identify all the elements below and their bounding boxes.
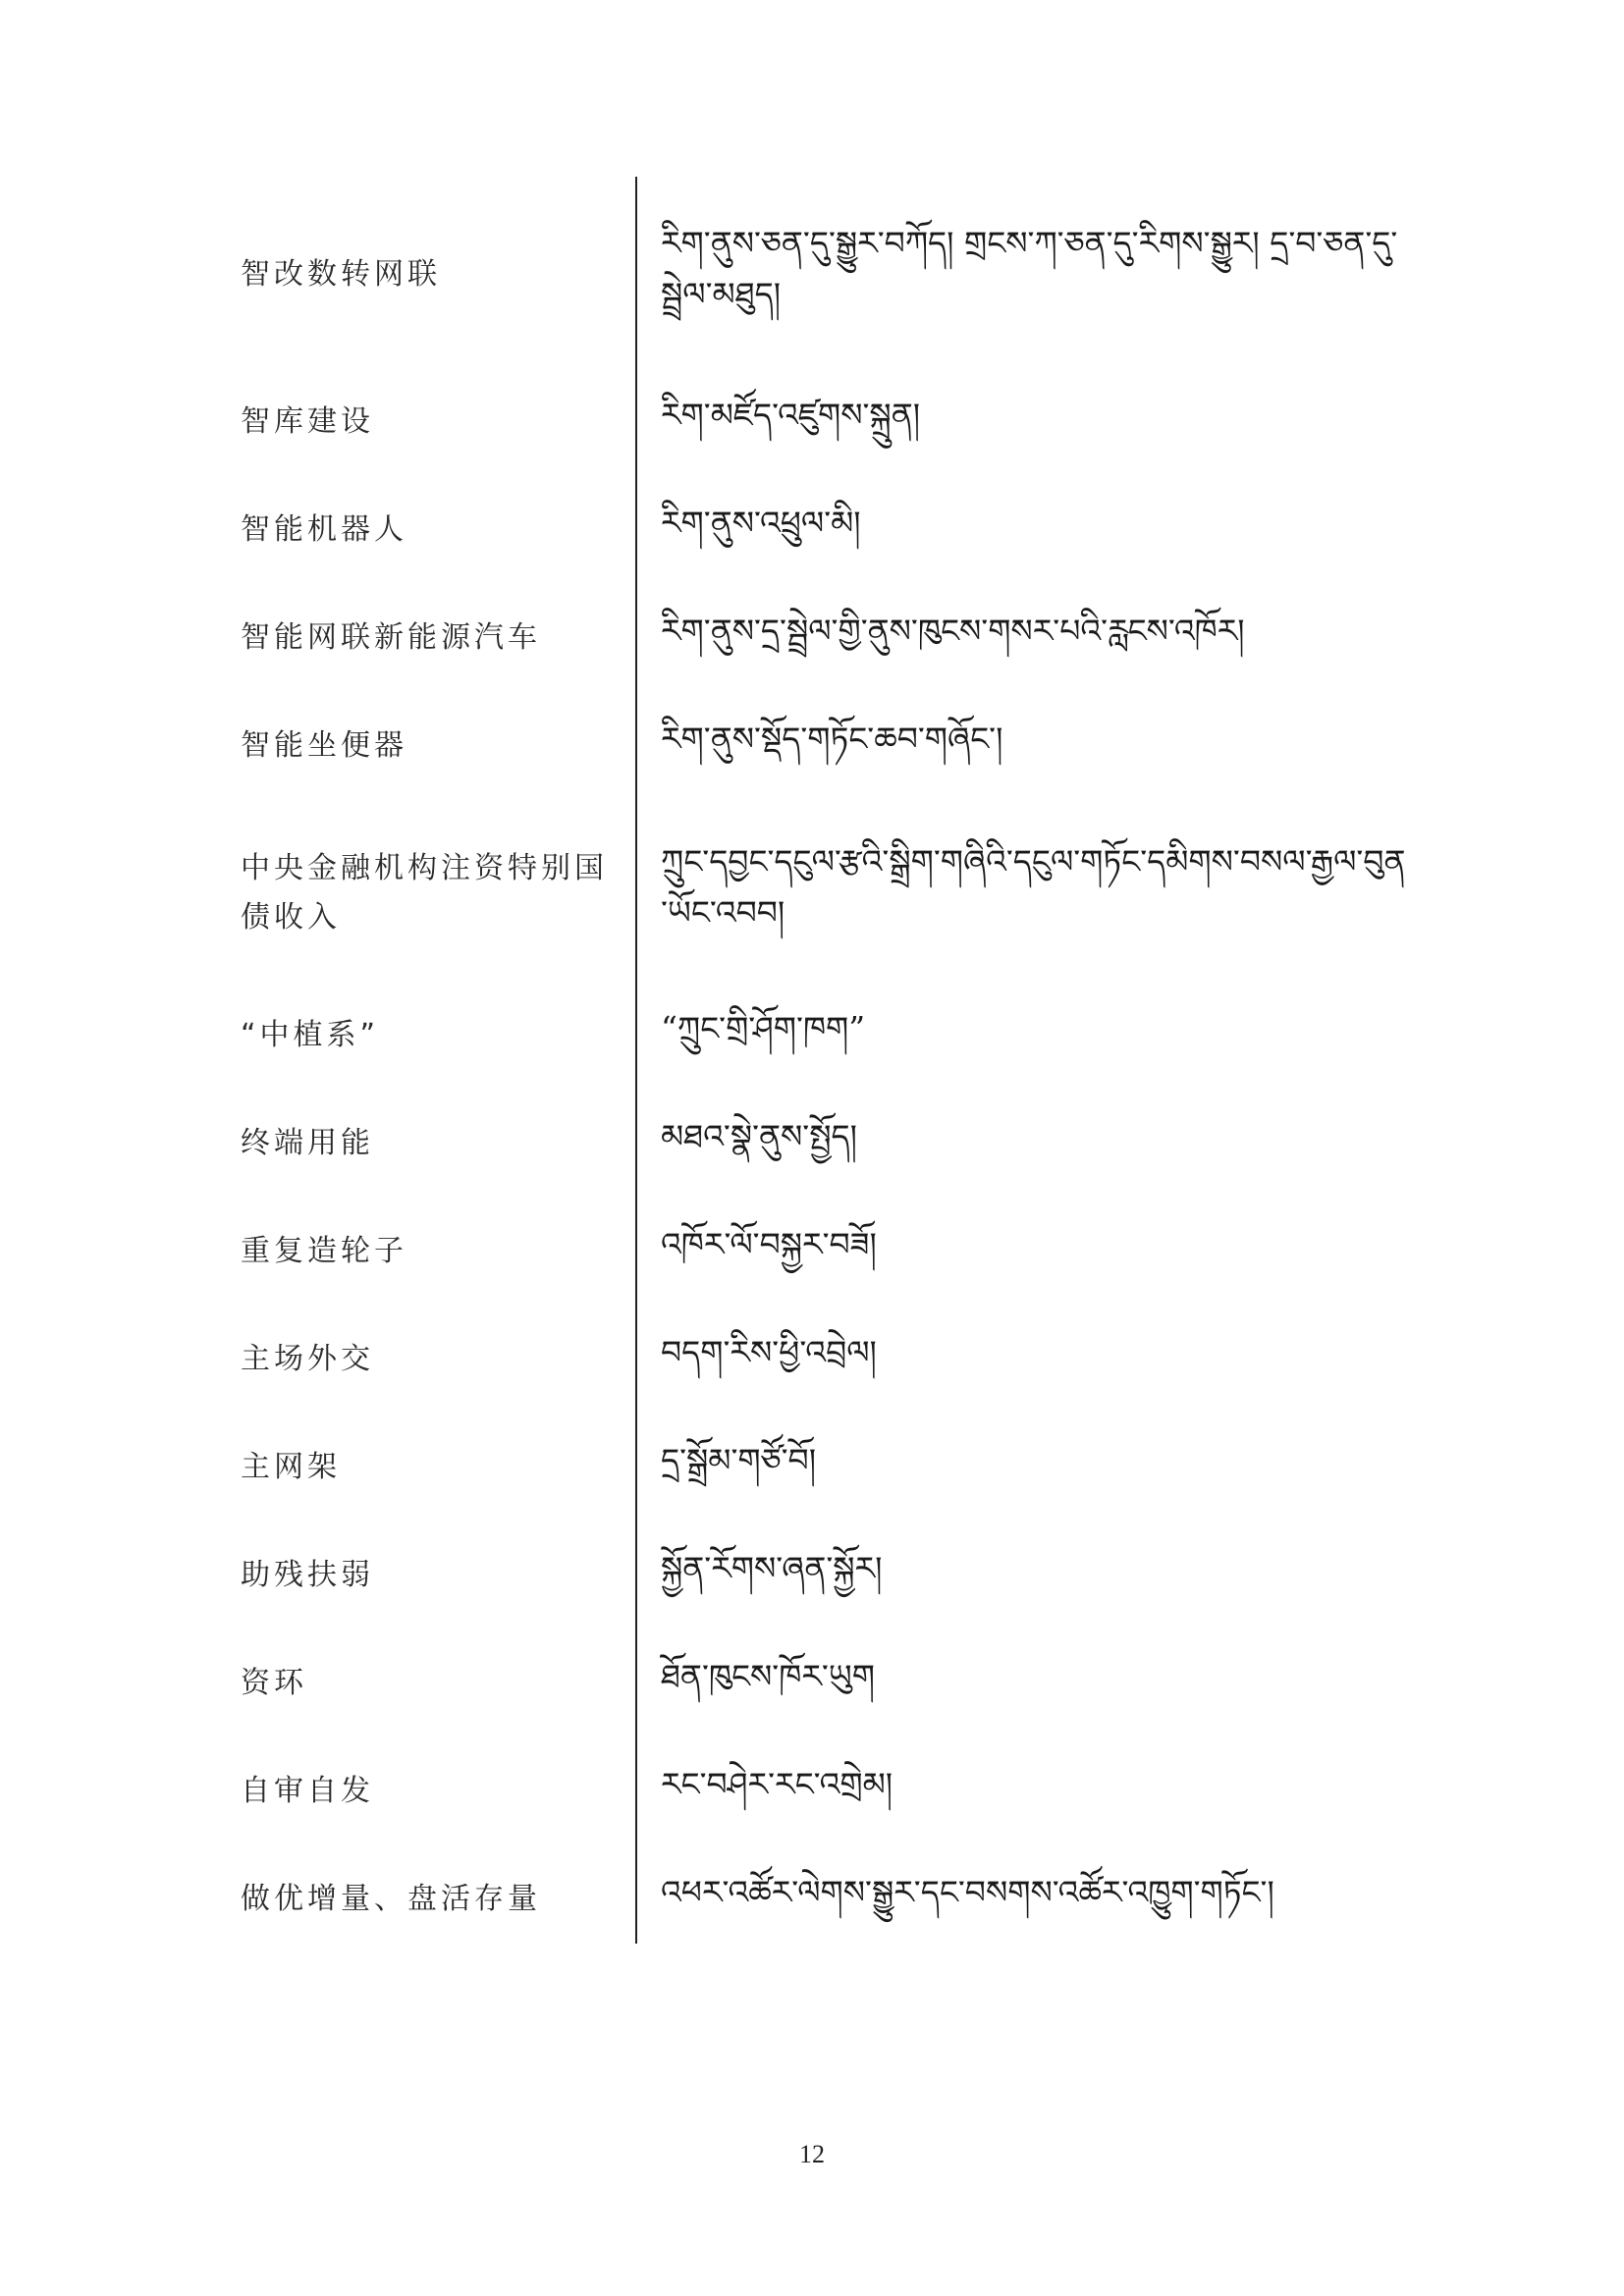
tibetan-term: རང་བཤེར་རང་འགྲེམ། xyxy=(661,1765,893,1803)
tibetan-term: ཀྲུང་དབྱང་དངུལ་རྩའི་སྒྲིག་གཞིའི་དངུལ་གཏོང་དམིགས་བསལ་རྒྱལ་བུན་ཡོང་འབབ། xyxy=(661,842,1406,932)
tibetan-term: སྐྱོན་རོགས་ཞན་སྐྱོར། xyxy=(661,1549,883,1587)
tibetan-term: རིག་ནུས་དྲ་སྦྲེལ་གྱི་ནུས་ཁུངས་གསར་པའི་རླངས་འཁོར། xyxy=(661,612,1245,650)
tibetan-term: ཐོན་ཁུངས་ཁོར་ཡུག xyxy=(661,1657,875,1695)
chinese-term: 智改数转网联 xyxy=(241,257,441,292)
page-number: 12 xyxy=(799,2140,825,2168)
tibetan-term: རིག་ནུས་ཅན་དུ་སྒྱུར་བཀོད། གྲངས་ཀ་ཅན་དུ་རིགས་སྒྱུར། དྲ་བ་ཅན་དུ་སྦྲེལ་མཐུད། xyxy=(661,224,1398,313)
tibetan-term: དྲ་སྒྲོམ་གཙོ་བོ། xyxy=(661,1441,817,1479)
tibetan-term: “ཀྲུང་གྲི་ཤོག་ཁག” xyxy=(661,1009,866,1047)
chinese-term: 智能坐便器 xyxy=(241,728,407,763)
tibetan-term: རིག་ནུས་སྡོད་གཏོང་ཆབ་གཞོང་། xyxy=(661,720,1003,758)
chinese-term: 主场外交 xyxy=(241,1342,374,1376)
chinese-term: 中央金融机构注资特别国债收入 xyxy=(241,851,608,934)
tibetan-term: བདག་རིས་ཕྱི་འབྲེལ། xyxy=(661,1333,877,1371)
tibetan-term: རིག་མཛོད་འཛུགས་སྐྲུན། xyxy=(661,396,921,434)
chinese-term: 资环 xyxy=(241,1666,307,1700)
column-divider xyxy=(635,177,637,1944)
chinese-term: 智能网联新能源汽车 xyxy=(241,620,541,655)
tibetan-term: རིག་ནུས་འཕྲུལ་མི། xyxy=(661,504,861,542)
tibetan-term: འཁོར་ལོ་བསྐྱར་བཟོ། xyxy=(661,1225,877,1263)
chinese-term: 自审自发 xyxy=(241,1774,374,1808)
chinese-term: 助残扶弱 xyxy=(241,1558,374,1592)
chinese-term: 终端用能 xyxy=(241,1126,374,1160)
chinese-term: 主网架 xyxy=(241,1450,341,1484)
chinese-term: 重复造轮子 xyxy=(241,1234,407,1268)
chinese-term: 智能机器人 xyxy=(241,512,407,547)
tibetan-term: འཕར་འཚོར་ལེགས་སྒྱུར་དང་བསགས་འཚོར་འཁྱུག་གཏོང་། xyxy=(661,1873,1274,1911)
chinese-term: 做优增量、盘活存量 xyxy=(241,1882,541,1916)
chinese-term: “中植系” xyxy=(241,1018,380,1052)
chinese-term: 智库建设 xyxy=(241,404,374,439)
tibetan-term: མཐའ་སྣེ་ནུས་སྤྱོད། xyxy=(661,1117,857,1155)
